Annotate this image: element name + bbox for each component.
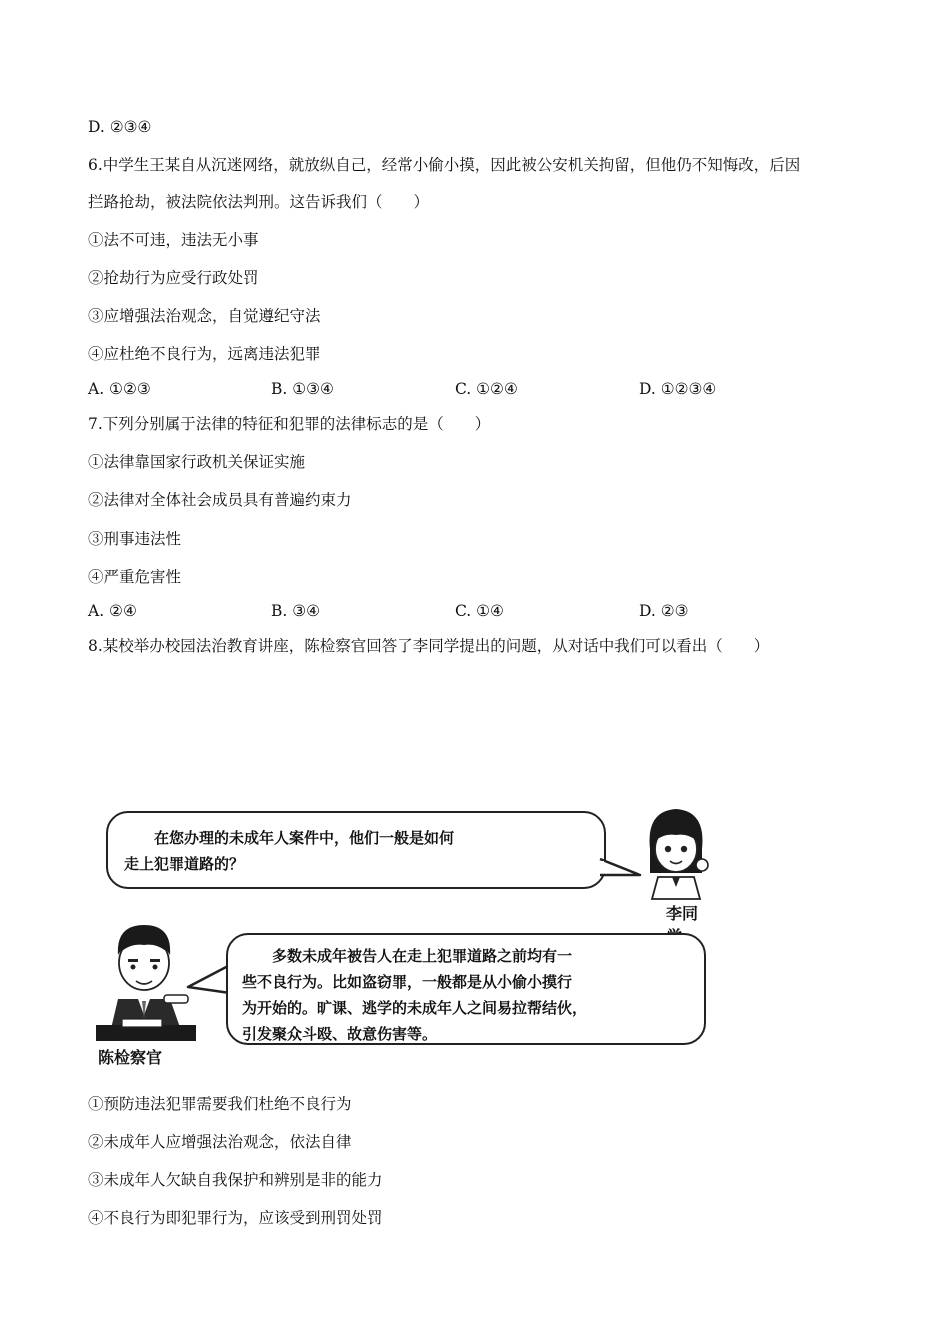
q7-item-2: ②法律对全体社会成员具有普遍约束力: [88, 491, 352, 509]
q8-item-3: ③未成年人欠缺自我保护和辨别是非的能力: [88, 1171, 383, 1189]
prosecutor-bubble-line1: 多数未成年被告人在走上犯罪道路之前均有一: [242, 947, 573, 965]
q7-option-d: D. ②③: [639, 602, 689, 620]
student-bubble-line1: 在您办理的未成年人案件中，他们一般是如何: [124, 829, 455, 847]
q8-item-2: ②未成年人应增强法治观念，依法自律: [88, 1133, 352, 1151]
student-speech-bubble: [106, 811, 606, 889]
q8-item-4: ④不良行为即犯罪行为，应该受到刑罚处罚: [88, 1209, 383, 1227]
q8-item-1: ①预防违法犯罪需要我们杜绝不良行为: [88, 1095, 352, 1113]
q7-item-4: ④严重危害性: [88, 568, 182, 586]
prosecutor-bubble-line2: 些不良行为。比如盗窃罪，一般都是从小偷小摸行: [242, 973, 573, 991]
student-girl-icon: [636, 803, 716, 901]
prosecutor-bubble-tail: [184, 963, 232, 997]
q7-option-a: A. ②④: [88, 602, 137, 620]
q7-option-b: B. ③④: [271, 602, 321, 620]
prosecutor-bubble-line3: 为开始的。旷课、逃学的未成年人之间易拉帮结伙，: [242, 999, 588, 1017]
prosecutor-bubble-line4: 引发聚众斗殴、故意伤害等。: [242, 1025, 438, 1043]
q5-option-d: D. ②③④: [88, 118, 152, 136]
prosecutor-speech-bubble: [226, 933, 706, 1045]
q6-option-c: C. ①②④: [455, 380, 518, 398]
q6-item-1: ①法不可违，违法无小事: [88, 231, 259, 249]
prosecutor-name: 陈检察官: [98, 1048, 163, 1067]
q6-stem-line1: 6.中学生王某自从沉迷网络，就放纵自己，经常小偷小摸，因此被公安机关拘留，但他仍不知悔改，后因: [88, 156, 801, 174]
q6-option-a: A. ①②③: [88, 380, 151, 398]
q7-item-1: ①法律靠国家行政机关保证实施: [88, 453, 306, 471]
q6-stem-line2: 拦路抢劫，被法院依法判刑。这告诉我们（ ）: [88, 193, 430, 211]
q6-item-4: ④应杜绝不良行为，远离违法犯罪: [88, 345, 321, 363]
q6-item-2: ②抢劫行为应受行政处罚: [88, 269, 259, 287]
q7-item-3: ③刑事违法性: [88, 530, 182, 548]
dialogue-comic: [88, 795, 713, 1065]
q7-option-c: C. ①④: [455, 602, 504, 620]
student-name: 李同: [666, 904, 699, 923]
student-bubble-line2: 走上犯罪道路的？: [124, 855, 245, 873]
q7-stem: 7.下列分别属于法律的特征和犯罪的法律标志的是（ ）: [88, 415, 491, 433]
q8-stem: 8.某校举办校园法治教育讲座，陈检察官回答了李同学提出的问题，从对话中我们可以看出（ ）: [88, 637, 770, 655]
q6-option-b: B. ①③④: [271, 380, 334, 398]
q6-item-3: ③应增强法治观念，自觉遵纪守法: [88, 307, 321, 325]
q6-option-d: D. ①②③④: [639, 380, 717, 398]
